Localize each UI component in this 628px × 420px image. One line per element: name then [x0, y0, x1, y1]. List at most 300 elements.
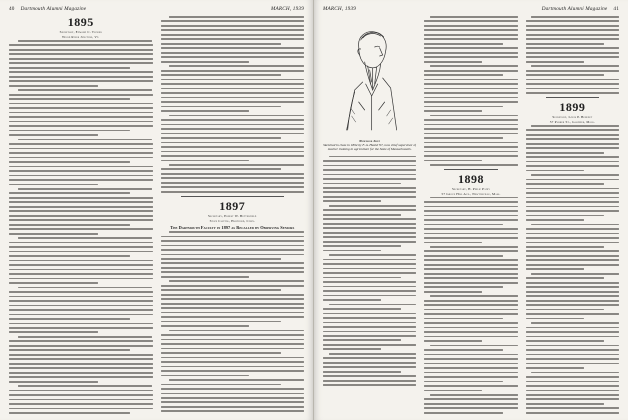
text-line: [18, 385, 153, 387]
text-line: [161, 70, 305, 72]
text-line: [526, 385, 619, 387]
text-line: [424, 70, 517, 72]
text-line: [424, 151, 517, 153]
text-line: [161, 182, 305, 184]
text-line: [161, 34, 305, 36]
text-line: [526, 79, 619, 81]
text-line: [424, 282, 517, 284]
text-line: [424, 273, 517, 275]
text-line: [9, 85, 98, 87]
text-line: [161, 56, 305, 58]
text-line: [424, 137, 502, 139]
text-line: [161, 245, 305, 247]
text-line: [323, 196, 416, 198]
text-line: [424, 47, 517, 49]
text-line: [526, 20, 619, 22]
text-line: [9, 112, 153, 114]
text-line: [9, 152, 153, 154]
text-line: [323, 384, 416, 386]
text-line: [424, 43, 502, 45]
text-line: [161, 168, 282, 170]
text-line: [9, 166, 153, 168]
text-line: [161, 401, 305, 403]
secretary-address-1897: State Capitol, Hartford, Conn.: [209, 218, 255, 223]
text-line: [9, 53, 153, 55]
text-line: [424, 142, 517, 144]
text-line: [161, 397, 305, 399]
text-line: [9, 260, 153, 262]
text-line: [161, 146, 305, 148]
text-line: [424, 56, 517, 58]
text-line: [430, 246, 518, 248]
text-line: [169, 16, 304, 18]
text-line: [161, 388, 305, 390]
text-line: [161, 393, 305, 395]
text-line: [161, 357, 305, 359]
text-line: [424, 264, 517, 266]
text-line: [424, 327, 517, 329]
text-line: [424, 206, 517, 208]
text-line: [161, 52, 305, 54]
text-line: [526, 336, 619, 338]
text-line: [9, 201, 153, 203]
text-line: [424, 83, 517, 85]
text-line: [161, 370, 305, 372]
text-line: [424, 61, 482, 63]
text-line: [531, 322, 619, 324]
text-line: [9, 175, 153, 177]
text-line: [424, 201, 517, 203]
text-line: [161, 348, 305, 350]
body-text-block: [526, 125, 619, 414]
text-line: [424, 52, 517, 54]
text-line: [9, 197, 153, 199]
text-line: [424, 101, 517, 103]
text-line: [526, 88, 619, 90]
text-line: [18, 188, 153, 190]
article-headline: The Dartmouth Faculty in 1897 as Recalled by Observing Seniors: [170, 224, 295, 230]
text-line: [424, 29, 517, 31]
text-line: [424, 358, 517, 360]
secretary-address-1899: 57 Parker St., Gardner, Mass.: [549, 119, 595, 124]
text-line: [161, 83, 305, 85]
text-line: [424, 128, 517, 130]
text-line: [424, 286, 502, 288]
text-line: [424, 407, 517, 409]
text-line: [526, 192, 619, 194]
secretary-1898: Secretary, H. Philip Patey: [451, 186, 491, 191]
text-line: [9, 291, 153, 293]
text-line: [526, 363, 619, 365]
text-line: [424, 160, 482, 162]
text-line: [424, 106, 502, 108]
text-line: [526, 219, 584, 221]
text-line: [9, 394, 153, 396]
body-text-block: [323, 156, 416, 386]
text-line: [526, 300, 619, 302]
text-line: [526, 170, 584, 172]
text-line: [323, 241, 416, 243]
text-line: [9, 134, 98, 136]
text-line: [9, 282, 98, 284]
text-line: [526, 215, 604, 217]
secretary-1899: Secretary, Louis P. Benezet: [552, 114, 593, 119]
text-line: [531, 224, 619, 226]
class-year-1895: 1895: [67, 16, 94, 29]
text-line: [9, 107, 153, 109]
class-year-1898: 1898: [457, 171, 484, 186]
text-line: [424, 155, 517, 157]
text-line: [526, 138, 619, 140]
text-line: [526, 242, 619, 244]
text-line: [424, 88, 517, 90]
text-line: [161, 88, 305, 90]
left-running-title: Dartmouth Alumni Magazine: [20, 6, 87, 12]
text-line: [9, 412, 130, 414]
text-line: [526, 143, 619, 145]
text-line: [9, 67, 130, 69]
text-line: [526, 255, 619, 257]
text-line: [424, 313, 517, 315]
text-line: [526, 318, 584, 320]
text-line: [323, 165, 416, 167]
text-line: [161, 406, 305, 408]
text-line: [424, 376, 517, 378]
text-line: [526, 295, 619, 297]
text-line: [9, 116, 153, 118]
right-column-1: [323, 16, 416, 414]
text-line: [323, 322, 416, 324]
text-line: [526, 259, 619, 261]
right-column-3: [526, 16, 619, 414]
right-columns: [323, 16, 619, 414]
text-line: [9, 331, 98, 333]
text-line: [323, 214, 401, 216]
text-line: [323, 375, 416, 377]
text-line: [323, 245, 401, 247]
text-line: [424, 318, 502, 320]
text-line: [323, 366, 416, 368]
text-line: [323, 326, 416, 328]
text-line: [323, 313, 416, 315]
text-line: [9, 192, 130, 194]
text-line: [424, 124, 517, 126]
text-line: [9, 300, 153, 302]
text-line: [9, 80, 153, 82]
text-line: [526, 309, 604, 311]
text-line: [526, 147, 619, 149]
text-line: [161, 271, 305, 273]
text-line: [424, 259, 517, 261]
text-line: [424, 110, 482, 112]
body-text-block: [9, 40, 153, 414]
text-line: [169, 115, 304, 117]
text-line: [424, 133, 517, 135]
professor-sketch-illustration: [323, 18, 416, 136]
text-line: [424, 242, 482, 244]
text-line: [430, 65, 518, 67]
text-line: [9, 323, 153, 325]
text-line: [323, 344, 416, 346]
text-line: [424, 340, 482, 342]
text-line: [424, 385, 517, 387]
text-line: [323, 268, 416, 270]
text-line: [161, 133, 305, 135]
right-page-number: 41: [613, 6, 619, 12]
text-line: [18, 237, 153, 239]
text-line: [526, 188, 619, 190]
text-line: [526, 327, 619, 329]
caption-title: Professor Jesup: [359, 139, 380, 143]
text-line: [9, 340, 153, 342]
text-line: [9, 264, 153, 266]
text-line: [9, 125, 153, 127]
text-line: [430, 164, 518, 166]
text-line: [424, 74, 502, 76]
text-line: [9, 381, 98, 383]
text-line: [161, 316, 305, 318]
secretary-1895: Secretary, Edward C. Tucker: [59, 30, 102, 34]
text-line: [169, 330, 304, 332]
text-line: [161, 361, 305, 363]
text-line: [424, 277, 517, 279]
text-line: [161, 298, 305, 300]
text-line: [161, 366, 305, 368]
body-text-block: [526, 16, 619, 94]
text-line: [9, 58, 153, 60]
text-line: [424, 403, 517, 405]
text-line: [424, 412, 502, 414]
text-line: [161, 155, 305, 157]
text-line: [161, 160, 250, 162]
text-line: [526, 29, 619, 31]
text-line: [526, 197, 619, 199]
text-line: [161, 312, 305, 314]
text-line: [323, 227, 416, 229]
text-line: [526, 129, 619, 131]
text-line: [169, 231, 304, 233]
text-line: [526, 34, 619, 36]
text-line: [9, 327, 153, 329]
text-line: [424, 336, 517, 338]
text-line: [9, 273, 153, 275]
text-line: [161, 325, 250, 327]
text-line: [424, 38, 517, 40]
text-line: [161, 258, 282, 260]
text-line: [9, 76, 153, 78]
text-line: [323, 380, 416, 382]
text-line: [424, 228, 517, 230]
text-line: [526, 367, 584, 369]
text-line: [323, 371, 401, 373]
text-line: [323, 209, 416, 211]
text-line: [9, 242, 153, 244]
text-line: [9, 358, 153, 360]
text-line: [430, 16, 518, 18]
text-line: [526, 268, 584, 270]
text-line: [526, 210, 619, 212]
text-line: [9, 44, 153, 46]
text-line: [424, 349, 502, 351]
text-line: [9, 219, 153, 221]
text-line: [9, 215, 153, 217]
left-columns: [9, 16, 304, 414]
text-line: [323, 317, 416, 319]
text-line: [169, 164, 304, 166]
text-line: [424, 34, 517, 36]
text-line: [424, 363, 517, 365]
text-line: [161, 25, 305, 27]
text-line: [323, 299, 381, 301]
text-line: [161, 29, 305, 31]
text-line: [161, 334, 305, 336]
text-line: [526, 349, 619, 351]
text-line: [9, 363, 153, 365]
text-line: [531, 273, 619, 275]
caption-text: Sketched in class in 1894 by F. A. Heald '97, now chief supervisor of teacher training in agriculture for the State of Massachusetts.: [323, 143, 417, 152]
text-line: [526, 277, 604, 279]
text-line: [323, 335, 416, 337]
text-line: [9, 94, 153, 96]
text-line: [9, 255, 130, 257]
text-line: [323, 236, 416, 238]
text-line: [18, 40, 153, 42]
text-line: [161, 97, 305, 99]
text-line: [9, 143, 153, 145]
text-line: [323, 263, 416, 265]
text-line: [9, 269, 153, 271]
text-line: [323, 218, 416, 220]
text-line: [9, 121, 153, 123]
text-line: [9, 148, 153, 150]
text-line: [424, 354, 517, 356]
text-line: [9, 399, 153, 401]
class-year-1899: 1899: [559, 99, 586, 114]
sketch-caption: [323, 139, 416, 152]
text-line: [161, 375, 250, 377]
text-line: [9, 367, 153, 369]
text-line: [161, 303, 305, 305]
text-line: [323, 295, 416, 297]
text-line: [161, 38, 305, 40]
text-line: [531, 65, 619, 67]
text-line: [526, 250, 619, 252]
text-line: [526, 237, 619, 239]
text-line: [323, 187, 416, 189]
text-line: [9, 296, 153, 298]
text-line: [424, 146, 517, 148]
text-line: [323, 259, 416, 261]
text-line: [9, 130, 130, 132]
text-line: [526, 403, 604, 405]
text-line: [9, 233, 98, 235]
text-line: [424, 291, 482, 293]
text-line: [424, 300, 517, 302]
text-line: [9, 309, 153, 311]
text-line: [161, 110, 250, 112]
text-line: [323, 357, 416, 359]
text-line: [526, 56, 619, 58]
text-line: [424, 219, 517, 221]
text-line: [9, 318, 130, 320]
text-line: [526, 38, 619, 40]
text-line: [161, 119, 305, 121]
text-line: [424, 398, 517, 400]
text-line: [9, 390, 153, 392]
text-line: [161, 92, 305, 94]
text-line: [430, 115, 518, 117]
text-line: [169, 379, 304, 381]
text-line: [526, 152, 604, 154]
class-year-1897: 1897: [219, 198, 246, 213]
text-line: [526, 179, 619, 181]
text-line: [526, 25, 619, 27]
secretary-1897: Secretary, Ernest W. Butterfield: [208, 213, 257, 218]
text-line: [424, 215, 517, 217]
text-line: [329, 254, 417, 256]
text-line: [323, 169, 416, 171]
text-line: [161, 47, 305, 49]
text-line: [424, 372, 517, 374]
body-text-block: [424, 197, 517, 414]
right-column-2: [424, 16, 517, 414]
text-line: [424, 331, 517, 333]
text-line: [323, 339, 401, 341]
text-line: [323, 160, 416, 162]
text-line: [526, 161, 619, 163]
text-line: [161, 289, 282, 291]
text-line: [9, 62, 153, 64]
text-line: [424, 20, 517, 22]
text-line: [9, 305, 153, 307]
text-line: [161, 343, 305, 345]
text-line: [9, 403, 153, 405]
text-line: [424, 25, 517, 27]
text-line: [526, 331, 619, 333]
divider: [444, 169, 497, 170]
text-line: [526, 183, 604, 185]
text-line: [526, 304, 619, 306]
text-line: [424, 309, 517, 311]
text-line: [18, 139, 153, 141]
text-line: [323, 308, 401, 310]
text-line: [9, 354, 153, 356]
text-line: [169, 65, 304, 67]
text-line: [430, 197, 518, 199]
text-line: [161, 294, 305, 296]
text-line: [323, 272, 416, 274]
text-line: [9, 372, 153, 374]
text-line: [161, 142, 305, 144]
text-line: [161, 249, 305, 251]
text-line: [526, 165, 619, 167]
text-line: [9, 206, 153, 208]
body-text-block: [161, 16, 305, 193]
secretary-address-1898: 57 Grove Hill Ave., Newtonville, Mass.: [441, 191, 501, 196]
text-line: [531, 16, 619, 18]
text-line: [18, 287, 153, 289]
text-line: [424, 390, 482, 392]
text-line: [9, 349, 130, 351]
text-line: [526, 156, 619, 158]
text-line: [424, 210, 517, 212]
text-line: [161, 285, 305, 287]
text-line: [323, 250, 381, 252]
text-line: [526, 92, 619, 94]
text-line: [161, 186, 305, 188]
text-line: [424, 233, 517, 235]
text-line: [9, 98, 130, 100]
